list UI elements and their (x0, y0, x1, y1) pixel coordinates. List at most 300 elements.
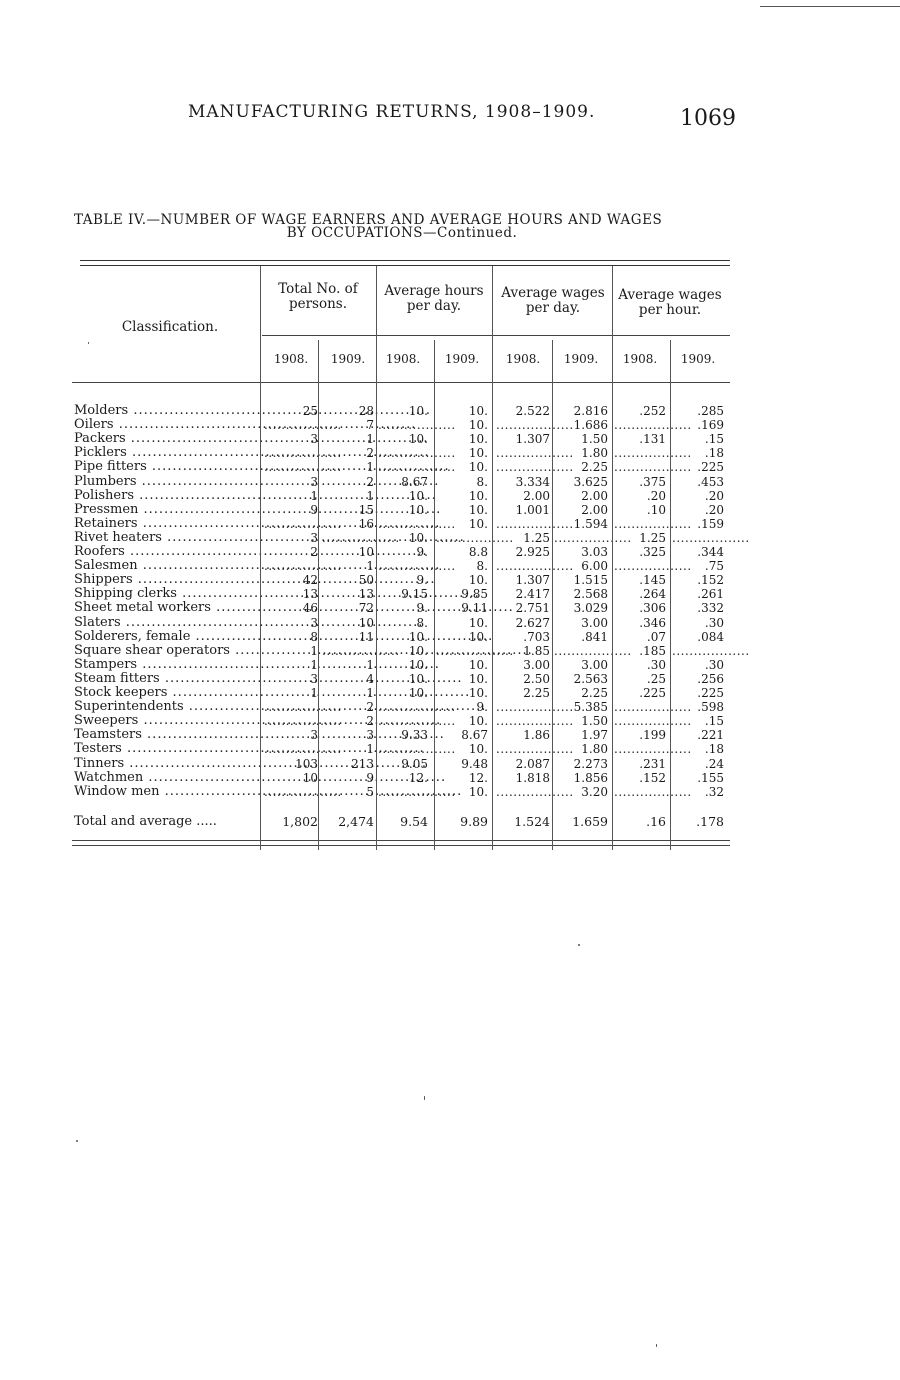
data-cell: 9.48 (461, 756, 488, 771)
data-cell: 1.856 (573, 770, 608, 785)
caption-line-2: BY OCCUPATIONS—Continued. (286, 225, 518, 241)
table-row (74, 616, 734, 630)
year-header: 1908. (505, 352, 541, 366)
data-cell: 8. (416, 615, 428, 630)
row-label: Picklers ..... (74, 446, 262, 460)
year-header: 1909. (330, 352, 366, 366)
data-cell: .375 (639, 474, 666, 489)
table-row (74, 489, 734, 503)
row-label: Shipping clerks ..... (74, 587, 262, 601)
data-cell: 10. (468, 432, 488, 447)
data-cell: 9 (310, 502, 318, 517)
data-cell: .30 (704, 657, 724, 672)
data-cell: 8.67 (401, 474, 428, 489)
table-row (74, 630, 734, 644)
table-row (74, 700, 734, 714)
empty-cell: .................. (496, 700, 574, 715)
data-cell: 3 (366, 728, 374, 743)
data-cell: 10. (408, 488, 428, 503)
data-cell: 46 (302, 601, 318, 616)
empty-cell: .................. (614, 460, 692, 475)
data-cell: 10. (468, 671, 488, 686)
row-label: Sweepers ..... (74, 714, 262, 728)
table-row (74, 460, 734, 474)
data-cell: 1 (366, 657, 374, 672)
empty-cell: .................. (554, 643, 632, 658)
data-cell: .344 (697, 545, 724, 559)
row-label: Packers ..... (74, 432, 262, 446)
year-header: 1908. (273, 352, 309, 366)
data-cell: 2 (310, 545, 318, 559)
data-cell: 1 (366, 488, 374, 503)
data-cell: 9. (416, 545, 428, 559)
row-label: Testers ..... (74, 742, 262, 756)
row-label: Tinners ..... (74, 757, 262, 771)
data-cell: 9.85 (461, 587, 488, 602)
data-cell: .20 (704, 502, 724, 517)
empty-cell: .................. (264, 460, 342, 475)
data-cell: 15 (358, 502, 374, 517)
data-cell: .225 (697, 460, 724, 475)
table-row (74, 446, 734, 460)
empty-cell: .................. (496, 559, 574, 574)
data-cell: .152 (639, 770, 666, 785)
row-label: Molders ..... (74, 404, 262, 418)
data-cell: .155 (697, 770, 724, 785)
row-label: Stock keepers ..... (74, 686, 262, 700)
row-label: Watchmen ..... (74, 771, 262, 785)
row-label: Pressmen ..... (74, 503, 262, 517)
data-cell: 1.818 (515, 770, 550, 785)
data-cell: 10. (408, 671, 428, 686)
total-cell: .16 (646, 814, 666, 829)
data-cell: 1 (310, 643, 318, 658)
group-header-hours: Average hours per day. (384, 283, 484, 314)
data-cell: 3.20 (581, 784, 608, 799)
empty-cell: .................. (264, 714, 342, 729)
classification-header: Classification. (121, 319, 219, 335)
data-cell: 2.50 (523, 671, 550, 686)
data-cell: .07 (646, 629, 666, 644)
data-cell: 2.25 (581, 460, 608, 475)
empty-cell: .................. (614, 784, 692, 799)
year-header: 1909. (444, 352, 480, 366)
total-cell: 2,474 (338, 814, 374, 829)
data-cell: 16 (358, 516, 374, 531)
data-cell: 2.417 (515, 587, 550, 602)
empty-cell: .................. (614, 516, 692, 531)
row-label: Stampers ..... (74, 658, 262, 672)
data-cell: 2.00 (581, 488, 608, 503)
data-cell: 2.568 (573, 587, 608, 602)
data-cell: 3.625 (573, 474, 608, 489)
row-label: Sheet metal workers ..... (74, 601, 262, 615)
empty-cell: .................. (496, 460, 574, 475)
empty-cell: .................. (264, 446, 342, 461)
data-cell: 2 (366, 700, 374, 715)
data-cell: 10. (408, 432, 428, 447)
data-cell: 2.816 (573, 404, 608, 418)
data-cell: 1.25 (639, 530, 666, 545)
empty-cell: .................. (378, 784, 456, 799)
data-cell: 10. (408, 657, 428, 672)
data-cell: 1 (366, 460, 374, 475)
data-cell: 2.563 (573, 671, 608, 686)
data-cell: 1.80 (581, 742, 608, 757)
empty-cell: .................. (264, 516, 342, 531)
group-header-wages-hour: Average wages per hour. (618, 287, 722, 318)
data-cell: 3.00 (523, 657, 550, 672)
data-cell: 10. (468, 404, 488, 418)
data-cell: 8.8 (468, 545, 488, 559)
data-cell: .32 (704, 784, 724, 799)
data-cell: 3.03 (581, 545, 608, 559)
table-row (74, 404, 734, 418)
data-cell: 10. (408, 502, 428, 517)
empty-cell: .................. (614, 714, 692, 729)
data-cell: .325 (639, 545, 666, 559)
table-row (74, 658, 734, 672)
empty-cell: .................. (436, 643, 514, 658)
data-cell: .20 (646, 488, 666, 503)
row-label: Window men ..... (74, 785, 262, 799)
data-cell: .159 (697, 516, 724, 531)
data-cell: 13 (358, 587, 374, 602)
total-label: Total and average ..... (74, 814, 217, 829)
table-row (74, 672, 734, 686)
data-cell: .598 (697, 700, 724, 715)
column-rule (318, 340, 319, 850)
data-cell: .30 (646, 657, 666, 672)
data-cell: 10. (468, 573, 488, 588)
table-row (74, 757, 734, 771)
data-cell: .169 (697, 418, 724, 433)
data-cell: 12. (408, 770, 428, 785)
empty-cell: .................. (378, 460, 456, 475)
data-cell: 10. (468, 418, 488, 433)
empty-cell: .................. (264, 418, 342, 433)
data-cell: 3 (310, 432, 318, 447)
total-cell: 9.89 (460, 814, 488, 829)
data-cell: .252 (639, 404, 666, 418)
empty-cell: .................. (496, 446, 574, 461)
data-cell: 2.925 (515, 545, 550, 559)
total-cell: 9.54 (400, 814, 428, 829)
data-cell: 2.25 (581, 686, 608, 700)
data-cell: 10. (468, 714, 488, 729)
empty-cell: .................. (322, 530, 400, 545)
row-label: Shippers ..... (74, 573, 262, 587)
data-cell: 8 (310, 629, 318, 644)
top-edge-rule (760, 6, 900, 7)
data-cell: 10. (468, 629, 488, 644)
data-cell: 10 (358, 615, 374, 630)
data-cell: .15 (704, 714, 724, 729)
column-rule (552, 340, 553, 850)
empty-cell: .................. (264, 784, 342, 799)
data-cell: 10 (302, 770, 318, 785)
data-cell: 2 (366, 714, 374, 729)
row-label: Rivet heaters ..... (74, 531, 262, 545)
data-cell: .18 (704, 742, 724, 757)
data-cell: .225 (697, 686, 724, 700)
data-cell: 2.522 (515, 404, 550, 418)
table-row (74, 742, 734, 756)
data-cell: 3.029 (573, 601, 608, 616)
data-cell: .15 (704, 432, 724, 447)
data-cell: 2 (366, 446, 374, 461)
data-cell: 3.334 (515, 474, 550, 489)
row-label: Salesmen ..... (74, 559, 262, 573)
table-row (74, 545, 734, 559)
empty-cell: .................. (264, 742, 342, 757)
table-row (74, 587, 734, 601)
data-cell: 1.50 (581, 432, 608, 447)
header-mid-rule (262, 335, 730, 336)
empty-cell: .................. (672, 643, 750, 658)
data-cell: .18 (704, 446, 724, 461)
data-cell: 9.33 (401, 728, 428, 743)
data-cell: 8.67 (461, 728, 488, 743)
table-row (74, 686, 734, 700)
table-row (74, 475, 734, 489)
data-cell: .261 (697, 587, 724, 602)
data-cell: 7 (366, 418, 374, 433)
data-cell: .199 (639, 728, 666, 743)
column-rule (376, 266, 377, 850)
column-rule (260, 266, 261, 850)
data-cell: 50 (358, 573, 374, 588)
data-cell: 10. (468, 784, 488, 799)
data-cell: 2.00 (581, 502, 608, 517)
empty-cell: .................. (264, 700, 342, 715)
page-speck (424, 1096, 425, 1100)
page-speck (88, 342, 89, 344)
empty-cell: .................. (614, 559, 692, 574)
data-cell: 10. (408, 629, 428, 644)
data-cell: .145 (639, 573, 666, 588)
column-rule (492, 266, 493, 850)
table-row (74, 642, 750, 658)
data-cell: .332 (697, 601, 724, 616)
data-cell: 10. (468, 460, 488, 475)
year-header: 1909. (680, 352, 716, 366)
data-cell: .20 (704, 488, 724, 503)
row-label: Square shear operators ..... (74, 644, 262, 658)
table-row (74, 601, 734, 615)
page-speck (578, 944, 580, 946)
row-label: Oilers ..... (74, 418, 262, 432)
data-cell: 3 (310, 474, 318, 489)
data-cell: .264 (639, 587, 666, 602)
data-cell: 3 (310, 615, 318, 630)
data-cell: 5 (366, 784, 374, 799)
table-row (74, 728, 734, 742)
data-cell: 2.751 (515, 601, 550, 616)
data-cell: 3.00 (581, 615, 608, 630)
data-cell: 1.686 (573, 418, 608, 433)
empty-cell: .................. (614, 446, 692, 461)
data-cell: 10. (408, 530, 428, 545)
data-cell: 6.00 (581, 559, 608, 574)
total-cell: 1.524 (514, 814, 550, 829)
group-header-persons: Total No. of persons. (278, 281, 358, 312)
data-cell: 10. (468, 446, 488, 461)
data-cell: 1.50 (581, 714, 608, 729)
data-cell: 10. (468, 488, 488, 503)
row-label: Steam fitters ..... (74, 672, 262, 686)
data-cell: 9. (416, 573, 428, 588)
empty-cell: .................. (614, 700, 692, 715)
table-row (74, 785, 734, 799)
data-cell: 9.15 (401, 587, 428, 602)
data-cell: .703 (523, 629, 550, 644)
table-row (74, 517, 734, 531)
column-rule (612, 266, 613, 850)
data-cell: 8. (476, 474, 488, 489)
empty-cell: .................. (378, 714, 456, 729)
empty-cell: .................. (496, 784, 574, 799)
table-row (74, 418, 734, 432)
data-cell: 10. (408, 686, 428, 700)
total-cell: .178 (696, 814, 724, 829)
data-cell: 1.86 (523, 728, 550, 743)
data-cell: .131 (639, 432, 666, 447)
empty-cell: .................. (264, 559, 342, 574)
data-cell: .221 (697, 728, 724, 743)
data-cell: 103 (295, 756, 318, 771)
table-row (74, 559, 734, 573)
data-cell: .75 (704, 559, 724, 574)
empty-cell: .................. (496, 418, 574, 433)
data-cell: 1.307 (515, 573, 550, 588)
data-cell: 10 (358, 545, 374, 559)
data-cell: 11 (358, 629, 374, 644)
data-cell: 3 (310, 671, 318, 686)
data-cell: 42 (302, 573, 318, 588)
data-cell: 3.00 (581, 657, 608, 672)
column-rule (434, 340, 435, 850)
total-cell: 1,802 (282, 814, 318, 829)
row-label: Slaters ..... (74, 616, 262, 630)
data-cell: 1 (366, 686, 374, 700)
data-cell: 2 (366, 474, 374, 489)
data-cell: 1.001 (515, 502, 550, 517)
data-cell: 9.11 (461, 601, 488, 616)
empty-cell: .................. (496, 516, 574, 531)
row-label: Solderers, female ..... (74, 630, 262, 644)
data-cell: .25 (646, 671, 666, 686)
row-label: Retainers ..... (74, 517, 262, 531)
data-cell: 25 (302, 404, 318, 418)
data-cell: 10. (468, 657, 488, 672)
data-cell: 28 (358, 404, 374, 418)
empty-cell: .................. (672, 530, 750, 545)
empty-cell: .................. (614, 742, 692, 757)
total-cell: 1.659 (572, 814, 608, 829)
bottom-rule-2 (72, 845, 730, 846)
data-cell: 1.594 (573, 516, 608, 531)
data-cell: .185 (639, 643, 666, 658)
data-cell: 10. (468, 686, 488, 700)
empty-cell: .................. (378, 700, 456, 715)
data-cell: .306 (639, 601, 666, 616)
caption-line-1: TABLE IV.—NUMBER OF WAGE EARNERS AND AVERAGE HOURS AND WAGES (74, 212, 663, 228)
empty-cell: .................. (378, 742, 456, 757)
data-cell: 9.05 (401, 756, 428, 771)
data-cell: 1 (310, 488, 318, 503)
data-cell: 1.97 (581, 728, 608, 743)
data-cell: 2.273 (573, 756, 608, 771)
data-cell: 10. (408, 404, 428, 418)
bottom-rule-1 (72, 840, 730, 841)
data-cell: 4 (366, 671, 374, 686)
data-cell: 3 (310, 728, 318, 743)
data-cell: .152 (697, 573, 724, 588)
empty-cell: .................. (436, 530, 514, 545)
year-header: 1908. (622, 352, 658, 366)
row-label: Polishers ..... (74, 489, 262, 503)
data-cell: 9. (476, 700, 488, 715)
table-top-rule (80, 260, 730, 266)
data-cell: 2.627 (515, 615, 550, 630)
data-cell: 10. (468, 742, 488, 757)
empty-cell: .................. (378, 516, 456, 531)
data-cell: 1 (366, 742, 374, 757)
empty-cell: .................. (496, 714, 574, 729)
data-cell: 2.25 (523, 686, 550, 700)
page-number: 1069 (680, 106, 736, 131)
empty-cell: .................. (322, 643, 400, 658)
running-head: MANUFACTURING RETURNS, 1908–1909. (188, 102, 596, 122)
data-cell: 9. (416, 601, 428, 616)
data-cell: .225 (639, 686, 666, 700)
empty-cell: .................. (378, 446, 456, 461)
row-label: Plumbers ..... (74, 475, 262, 489)
data-cell: 10. (408, 643, 428, 658)
data-cell: .256 (697, 671, 724, 686)
table-row (74, 529, 750, 545)
data-cell: .453 (697, 474, 724, 489)
table-caption (74, 214, 730, 240)
row-label: Roofers ..... (74, 545, 262, 559)
data-cell: 2.00 (523, 488, 550, 503)
data-cell: 1.85 (523, 643, 550, 658)
data-cell: .30 (704, 615, 724, 630)
data-cell: .084 (697, 629, 724, 644)
data-cell: 8. (476, 559, 488, 574)
data-cell: .231 (639, 756, 666, 771)
group-header-wages-day: Average wages per day. (501, 285, 605, 316)
data-cell: .285 (697, 404, 724, 418)
row-label: Teamsters ..... (74, 728, 262, 742)
row-label: Superintendents ..... (74, 700, 262, 714)
data-cell: .24 (704, 756, 724, 771)
table-row (74, 432, 734, 446)
data-cell: 1.25 (523, 530, 550, 545)
table-row (74, 771, 734, 785)
data-cell: .10 (646, 502, 666, 517)
empty-cell: .................. (496, 742, 574, 757)
data-cell: 213 (351, 756, 374, 771)
data-cell: .346 (639, 615, 666, 630)
data-cell: 10. (468, 502, 488, 517)
data-cell: 1.80 (581, 446, 608, 461)
data-cell: 1.307 (515, 432, 550, 447)
data-cell: 10. (468, 615, 488, 630)
table-row (74, 503, 734, 517)
data-cell: 1 (310, 657, 318, 672)
